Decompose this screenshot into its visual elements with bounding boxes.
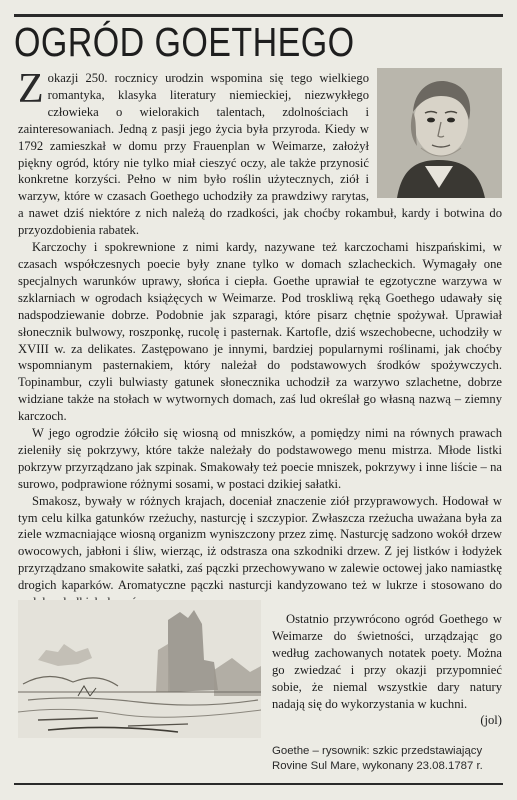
- portrait-spacer: [375, 70, 502, 202]
- top-rule: [14, 14, 503, 17]
- article-paragraph-3: W jego ogrodzie żółciło się wiosną od mniszków, a pomiędzy nimi na równych prawach zieleniły się pokrzywy, które także należały do podstawowego menu mistrza. Młode listki pokrzyw przyrządzano jak szpinak. Smakowały też poecie mniszek, pokrzywy i inne liście – na surowo, podprawione różnymi sosami, w postaci dzikiej sałatki.: [18, 426, 502, 491]
- article-title: OGRÓD GOETHEGO: [14, 19, 355, 65]
- ruins-sketch-image: [18, 600, 261, 738]
- paragraph-5-text: Ostatnio przywrócono ogród Goethego w Weimarze do świetności, urządzając go według zachowanych notatek poety. Można go zwiedzać i przy okazji przypomnieć sobie, że niemal wszystkie dary natury nadają się do wykorzystania w kuchni.: [272, 612, 502, 711]
- sketch-drawing: [18, 600, 261, 738]
- bottom-rule: [14, 783, 503, 785]
- article-paragraph-4: Smakosz, bywały w różnych krajach, doceniał znaczenie ziół przyprawowych. Hodował w tym celu kilka gatunków rzeżuchy, nasturcję i szczypior. Zwłaszcza rzeżucha uważana była za ziele wzmacniające wiosną organizm wyniszczony przez zimę. Nasturcję sadzono wokół drzew owocowych, jabłoni i śliw, wierząc, iż odstrasza ona szkodniki drzew. Z jej listków i łodyżek przyrządzano smakowite sałatki, zaś pączki przechowywano w zalewie octowej jako namiastkę drogich kaparków. Aromatyczne pączki nasturcji kandyzowano też w lukrze i stosowano do: [18, 493, 502, 593]
- article-paragraph-2: Karczochy i spokrewnione z nimi kardy, nazywane też karczochami hiszpańskimi, w czasach współczesnych poecie były znane tylko w domach szlacheckich. Wymagały one specjalnych warunków uprawy, słońca i ciepła. Goethe uprawiał te egzotyczne warzywa w szklarniach w ogrodach książęcych w Weimarze. Pod troskliwą ręką Goethego udawały się nadspodziewanie dobrze. Podobnie jak szparagi, które pisarz chętnie spożywał. Uprawiał słonecznik bulwowy, roszponkę, rucolę i pasternak. Kartofle, dziś wszechobecne, uchodziły w XVIII w. za delikates. Zastępowano je innymi, bardziej popularnymi roślinami, jak choćby wspomnianym pasternakiem, który należał do podstawowych środków spożywczych. Topinambur, czyli bulwiasty gatunek słonecznika uchodził za warzywo szlachetne, dobrze widziane także na stołach w wytwornych domach, zaś lud określał go własną nazwą – ziemny karczoch.: [18, 240, 502, 424]
- author-signature: (jol): [480, 713, 502, 728]
- sketch-caption: Goethe – rysownik: szkic przedstawiający Rovine Sul Mare, wykonany 23.08.1787 r.: [272, 745, 483, 772]
- paragraph-1-text: okazji 250. rocznicy urodzin wspomina się tego wielkiego romantyka, klasyka literatury niemieckiej, niezwykłego człowieka o wielorakich talentach, zdolnościach i zainteresowaniach. Jedną z pasji jego życia była przyroda. Kiedy w 1792 zamieszkał w domu przy Frauenplan w Weimarze, założył piękny ogród, który nie tylko miał cieszyć oczy, ale także przynosić konkretne korzyści. Pełno w nim było roślin użytecznych, ziół i warzyw, które w czasach Goethego uchodziły za prawdziwy rarytas, a nawet dziś niektóre z nich należą do rzadkości, jak choćby rokambuł, kardy i botwina do przyozdobienia rabatek.: [18, 71, 502, 238]
- drop-cap: Z: [18, 66, 44, 112]
